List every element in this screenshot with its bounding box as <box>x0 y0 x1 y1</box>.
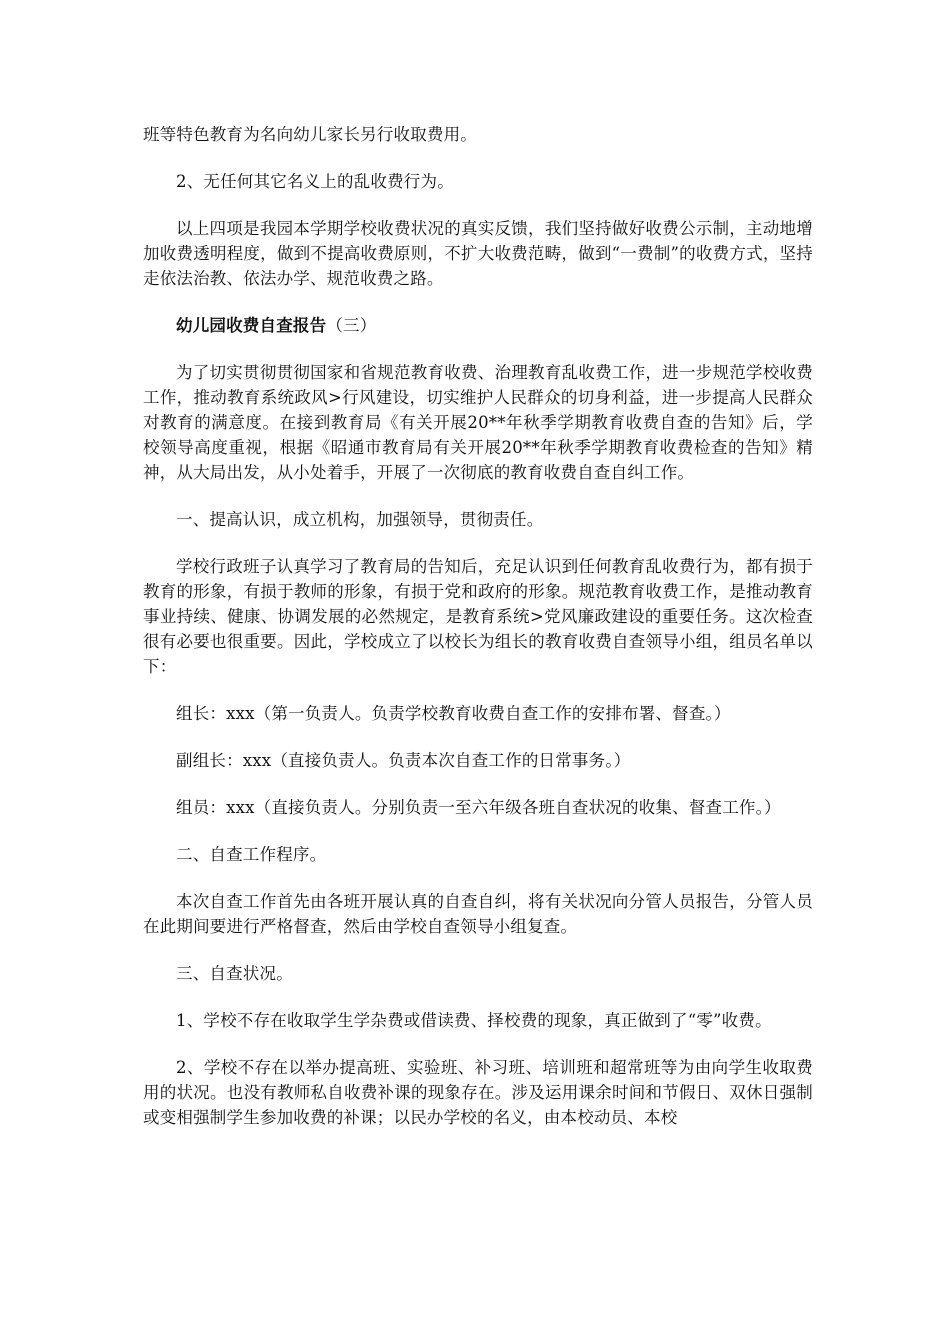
paragraph-deputy-leader: 副组长：xxx（直接负责人。负责本次自查工作的日常事务。） <box>176 751 631 770</box>
paragraph-part-one-heading: 一、提高认识，成立机构，加强领导，贯彻责任。 <box>176 510 544 529</box>
paragraph-intro: 为了切实贯彻贯彻国家和省规范教育收费、治理教育乱收费工作，进一步规范学校收费工作，推动教育系统政风>行风建设，切实维护人民群众的切身利益，进一步提高人民群众对教育的满意度。在接到教育局《有关开展20**年秋季学期教育收费自查的告知》后，学校领导高度重视，根据《昭通市教育局有关开展20**年秋季学期教育收费检查的告知》精神，从大局出发，从小处着手，开展了一次彻底的教育收费自查自纠工作。 <box>143 363 813 482</box>
section-heading-title: 幼儿园收费自查报告 <box>176 316 327 335</box>
section-heading-suffix: （三） <box>326 316 377 335</box>
paragraph-part-two-heading: 二、自查工作程序。 <box>176 845 327 864</box>
paragraph-summary: 以上四项是我园本学期学校收费状况的真实反馈，我们坚持做好收费公示制，主动地增加收费透明程度，做到不提高收费原则，不扩大收费范畴，做到“一费制”的收费方式，坚持走依法治教、依法办学、规范收费之路。 <box>143 219 813 288</box>
paragraph-part-two-body: 本次自查工作首先由各班开展认真的自查自纠，将有关状况向分管人员报告，分管人员在此期间要进行严格督查，然后由学校自查领导小组复查。 <box>143 892 813 936</box>
paragraph-group-members: 组员：xxx（直接负责人。分别负责一至六年级各班自查状况的收集、督查工作。） <box>176 798 781 817</box>
paragraph-finding-1: 1、学校不存在收取学生学杂费或借读费、择校费的现象，真正做到了“零”收费。 <box>176 1011 772 1030</box>
paragraph-group-leader: 组长：xxx（第一负责人。负责学校教育收费自查工作的安排布署、督查。） <box>176 704 731 723</box>
paragraph-part-one-body: 学校行政班子认真学习了教育局的告知后，充足认识到任何教育乱收费行为，都有损于教育的形象，有损于教师的形象，有损于党和政府的形象。规范教育收费工作，是推动教育事业持续、健康、协调发展的必然规定，是教育系统>党风廉政建设的重要任务。这次检查很有必要也很重要。因此，学校成立了以校长为组长的教育收费自查领导小组，组员名单以下： <box>143 557 813 676</box>
section-heading <box>143 313 813 338</box>
paragraph-part-three-heading: 三、自查状况。 <box>176 964 293 983</box>
paragraph-item-2: 2、无任何其它名义上的乱收费行为。 <box>176 172 454 191</box>
paragraph-finding-2: 2、学校不存在以举办提高班、实验班、补习班、培训班和超常班等为由向学生收取费用的状况。也没有教师私自收费补课的现象存在。涉及运用课余时间和节假日、双休日强制或变相强制学生参加收费的补课；以民办学校的名义，由本校动员、本校 <box>143 1058 813 1127</box>
document-content <box>143 122 813 1152</box>
paragraph-continuation: 班等特色教育为名向幼儿家长另行收取费用。 <box>143 125 477 144</box>
